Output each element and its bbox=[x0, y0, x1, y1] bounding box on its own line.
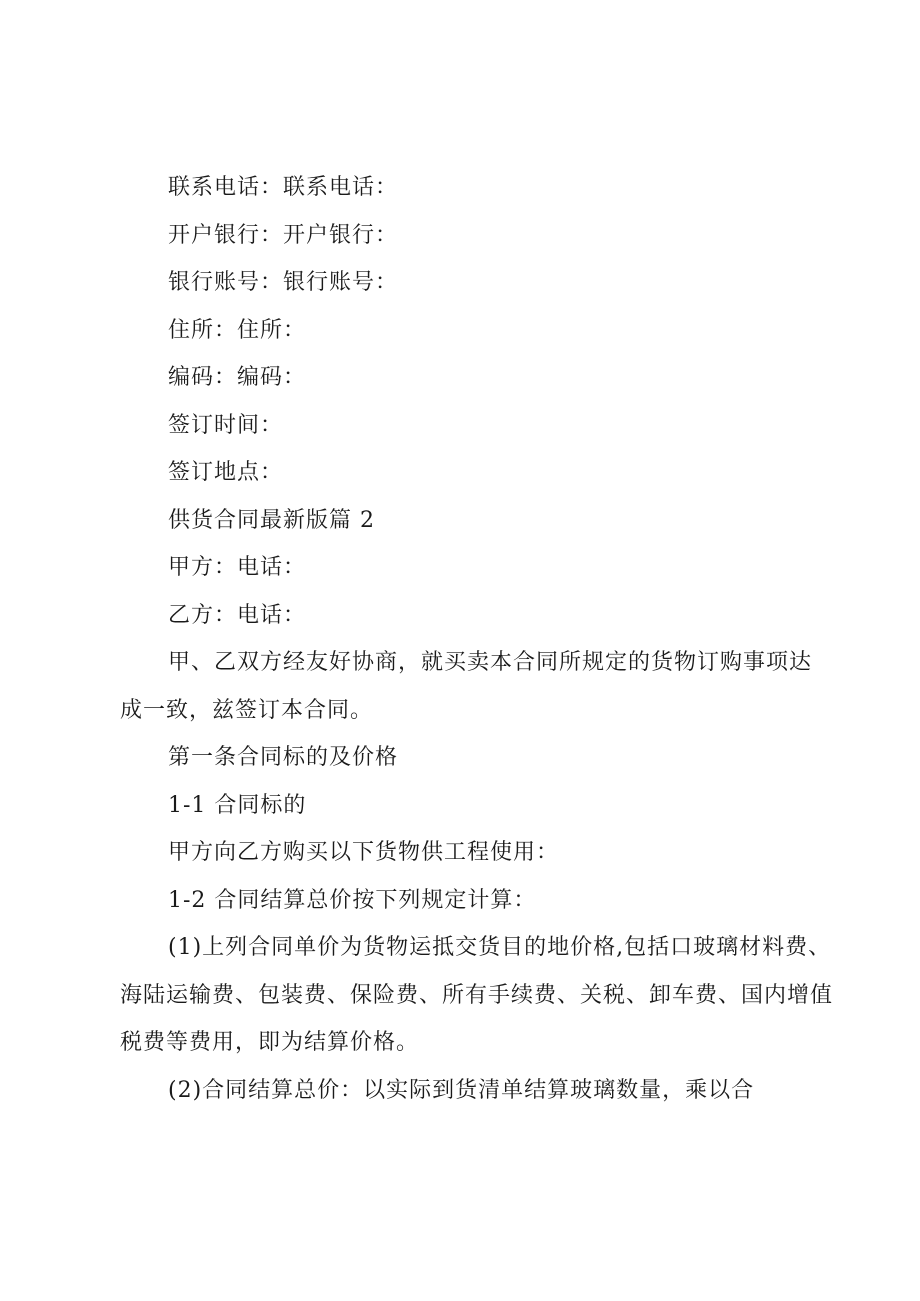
clause-1-1: 1-1 合同标的 bbox=[168, 792, 307, 818]
section-heading: 供货合同最新版篇 2 bbox=[168, 507, 375, 533]
agreement-paragraph-line-2: 成一致，兹签订本合同。 bbox=[120, 697, 374, 723]
pricing-paragraph-line-2: 海陆运输费、包装费、保险费、所有手续费、关税、卸车费、国内增值 bbox=[120, 982, 834, 1008]
postal-code-line: 编码：编码： bbox=[168, 365, 307, 390]
purchase-statement: 甲方向乙方购买以下货物供工程使用： bbox=[168, 840, 560, 865]
signing-place-line: 签订地点： bbox=[168, 460, 284, 485]
document-body bbox=[120, 164, 840, 1114]
party-a-line: 甲方：电话： bbox=[168, 555, 307, 580]
article-one-heading: 第一条合同标的及价格 bbox=[168, 745, 399, 770]
agreement-paragraph bbox=[120, 639, 840, 734]
party-b-line: 乙方：电话： bbox=[168, 602, 307, 628]
pricing-paragraph-line-3: 税费等费用，即为结算价格。 bbox=[120, 1030, 420, 1055]
pricing-paragraph bbox=[120, 924, 840, 1067]
bank-name-line: 开户银行：开户银行： bbox=[168, 222, 399, 248]
contact-phone-line: 联系电话：联系电话： bbox=[168, 175, 399, 200]
address-line: 住所：住所： bbox=[168, 317, 307, 343]
total-price-clause: (2)合同结算总价：以实际到货清单结算玻璃数量，乘以合 bbox=[168, 1077, 755, 1103]
signing-time-line: 签订时间： bbox=[168, 412, 284, 438]
clause-1-2: 1-2 合同结算总价按下列规定计算： bbox=[168, 887, 537, 913]
agreement-paragraph-line-1: 甲、乙双方经友好协商，就买卖本合同所规定的货物订购事项达 bbox=[168, 650, 813, 675]
pricing-paragraph-line-1: (1)上列合同单价为货物运抵交货目的地价格,包括口玻璃材料费、 bbox=[168, 935, 832, 960]
bank-account-line: 银行账号：银行账号： bbox=[168, 270, 399, 295]
